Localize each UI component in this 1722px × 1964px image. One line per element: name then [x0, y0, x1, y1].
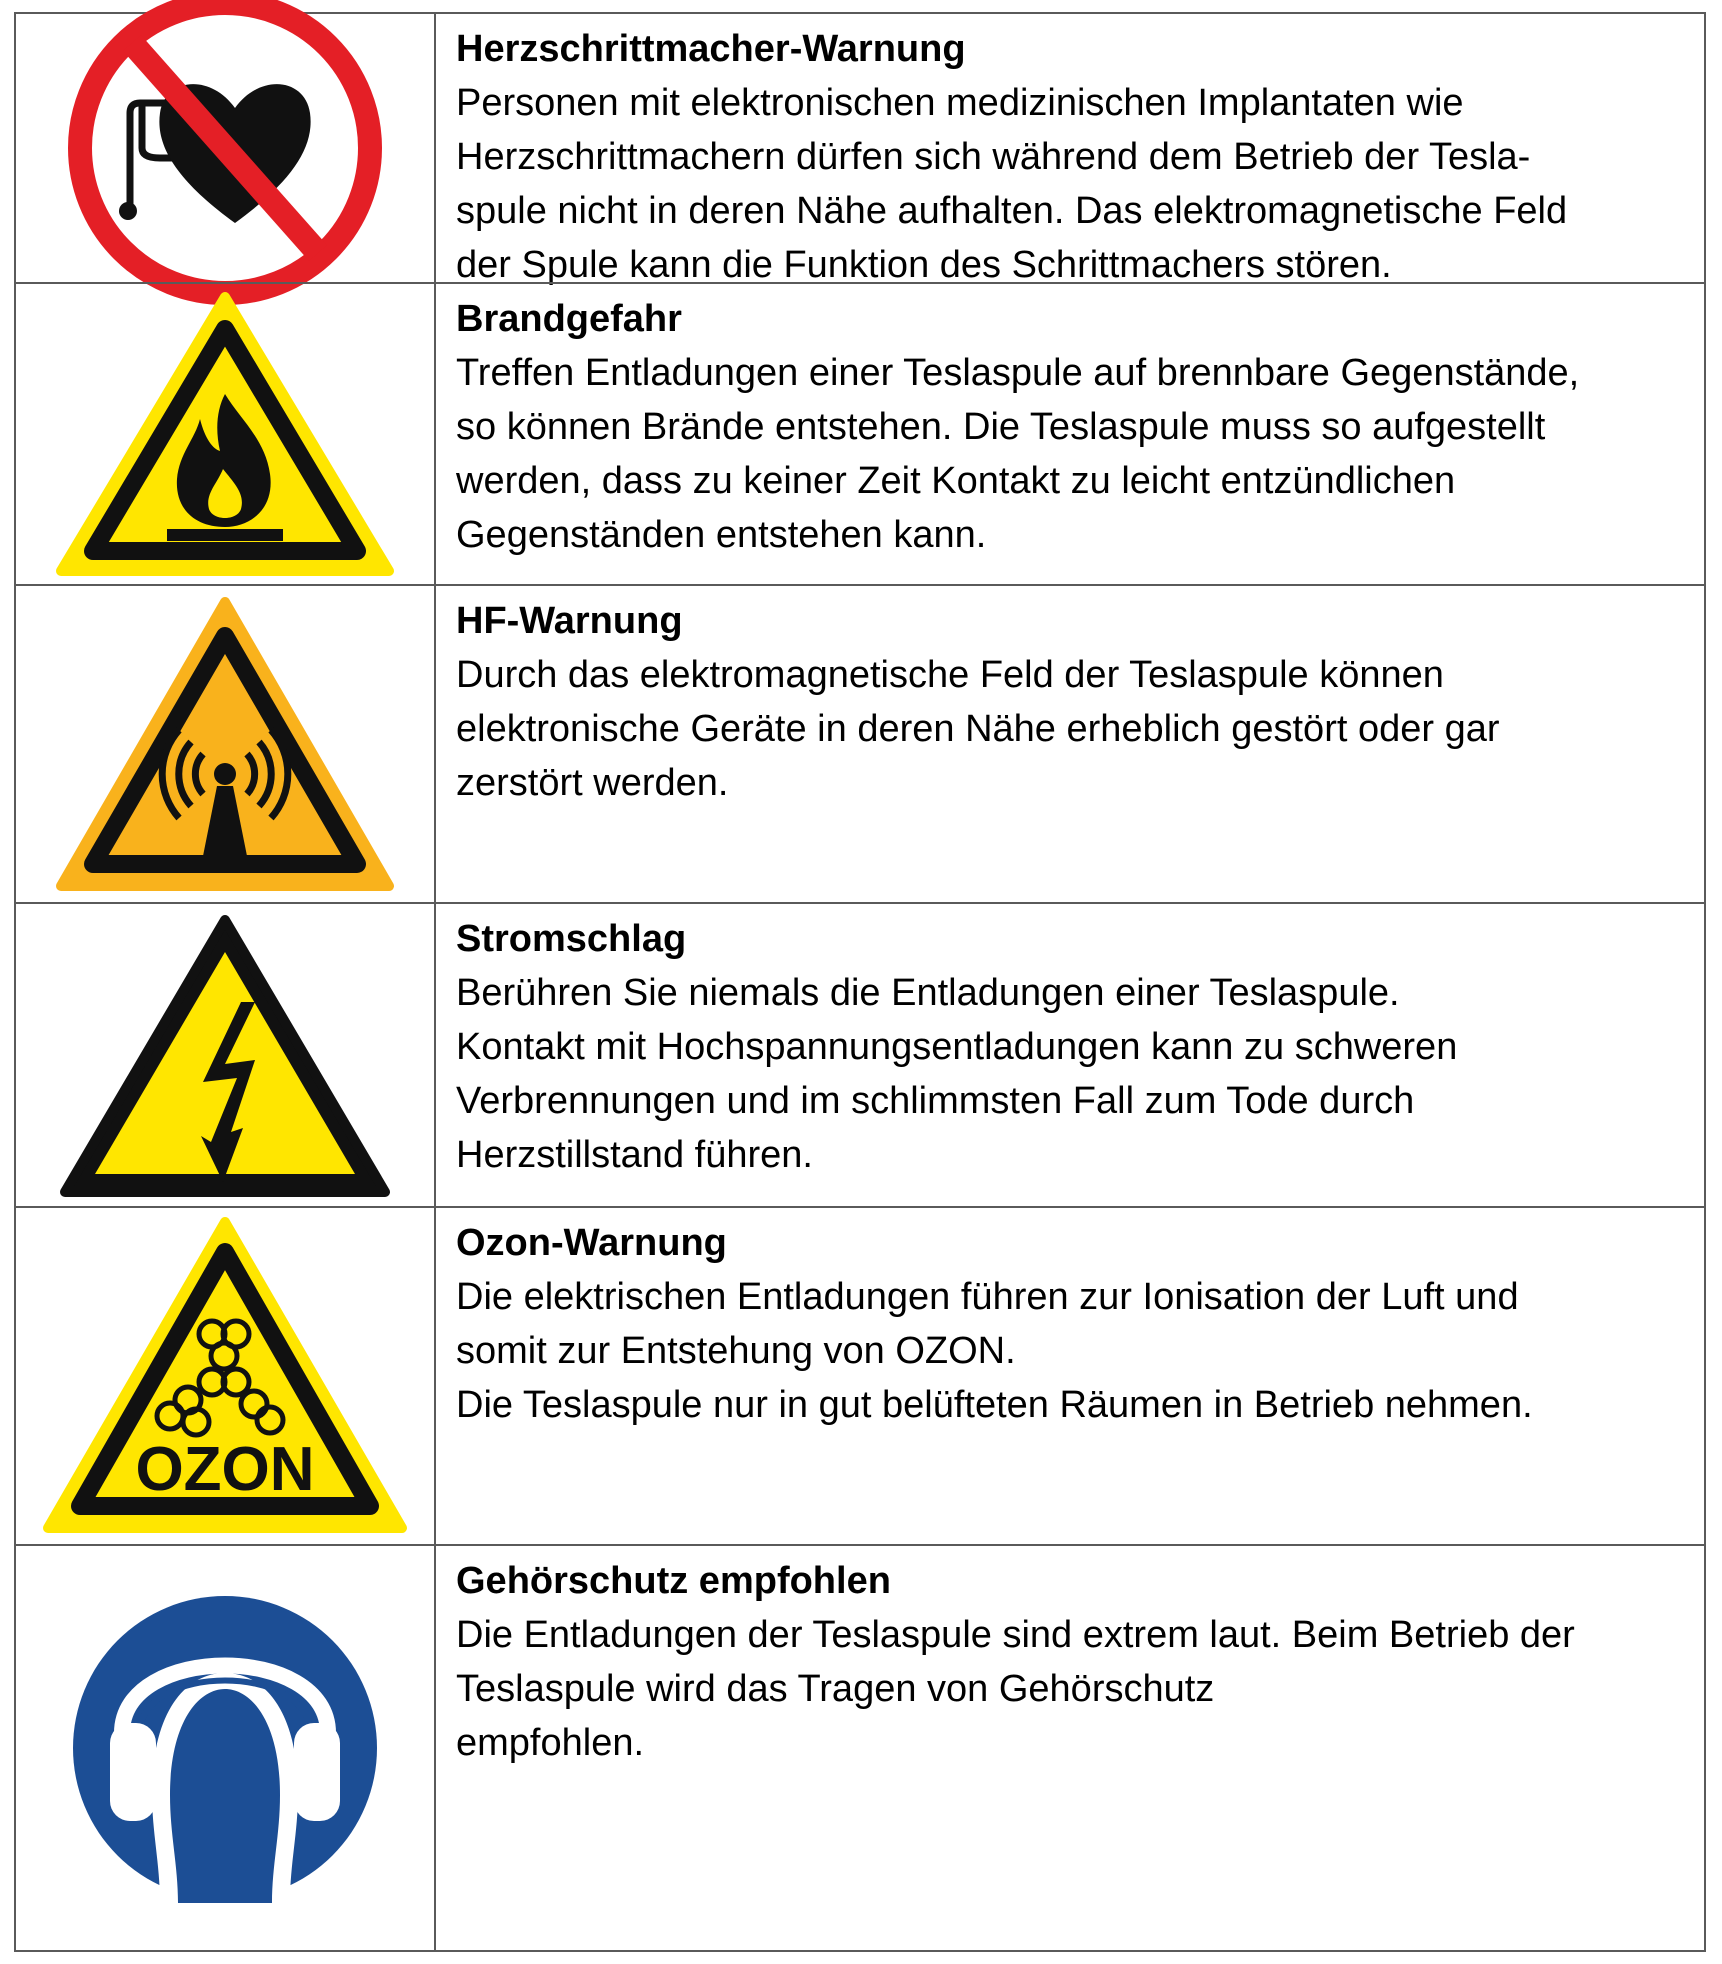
text-cell — [436, 586, 1704, 902]
icon-cell — [16, 1208, 436, 1544]
text-cell — [436, 1208, 1704, 1544]
ozone-warning-icon — [40, 1216, 410, 1536]
table-row — [16, 584, 1704, 902]
warning-heading: Herzschrittmacher-Warnung — [456, 28, 966, 70]
warning-text: Die elektrischen Entladungen führen zur Ionisation der Luft und somit zur Entstehung von OZON. Die Teslaspule nur in gut belüfteten Räumen in Betrieb nehmen. — [456, 1276, 1533, 1426]
hearing-protection-icon — [60, 1583, 390, 1913]
text-cell — [436, 1546, 1704, 1950]
table-row — [16, 1544, 1704, 1950]
icon-cell — [16, 904, 436, 1206]
warning-text: Die Entladungen der Teslaspule sind extrem laut. Beim Betrieb der Teslaspule wird das Tragen von Gehörschutz empfohlen. — [456, 1614, 1575, 1764]
table-row — [16, 1206, 1704, 1544]
warning-text: Berühren Sie niemals die Entladungen einer Teslaspule. Kontakt mit Hochspannungsentladungen kann zu schweren Verbrennungen und im schlimmsten Fall zum Tode durch Herzstillstand führen. — [456, 972, 1458, 1176]
electric-shock-icon — [55, 910, 395, 1200]
no-pacemaker-icon — [60, 0, 390, 313]
table-row — [16, 902, 1704, 1206]
icon-cell — [16, 284, 436, 584]
warning-heading: Gehörschutz empfohlen — [456, 1560, 891, 1602]
safety-warnings-table — [14, 12, 1706, 1952]
warning-heading: Ozon-Warnung — [456, 1222, 727, 1264]
warning-text: Personen mit elektronischen medizinischen Implantaten wie Herzschrittmachern dürfen sich während dem Betrieb der Tesla- spule nicht in deren Nähe aufhalten. Das elektromagnetische Feld der Spule kann die Funktion des Schrittmachers stören. — [456, 82, 1568, 286]
table-row — [16, 14, 1704, 286]
text-cell — [436, 904, 1704, 1206]
icon-cell — [16, 14, 436, 282]
table-row — [16, 282, 1704, 584]
text-cell — [436, 14, 1704, 286]
text-cell — [436, 284, 1704, 584]
fire-hazard-icon — [55, 289, 395, 579]
warning-heading: HF-Warnung — [456, 600, 683, 642]
warning-heading: Stromschlag — [456, 918, 687, 960]
warning-text: Durch das elektromagnetische Feld der Teslaspule können elektronische Geräte in deren Nähe erheblich gestört oder gar zerstört werden. — [456, 654, 1500, 804]
ozone-sign-label: OZON — [135, 1435, 315, 1504]
warning-heading: Brandgefahr — [456, 298, 682, 340]
icon-cell — [16, 586, 436, 902]
radio-frequency-icon — [55, 594, 395, 894]
warning-text: Treffen Entladungen einer Teslaspule auf brennbare Gegenstände, so können Brände entstehen. Die Teslaspule muss so aufgestellt werden, dass zu keiner Zeit Kontakt zu leicht entzündlichen Gegenständen entstehen kann. — [456, 352, 1580, 556]
icon-cell — [16, 1546, 436, 1950]
